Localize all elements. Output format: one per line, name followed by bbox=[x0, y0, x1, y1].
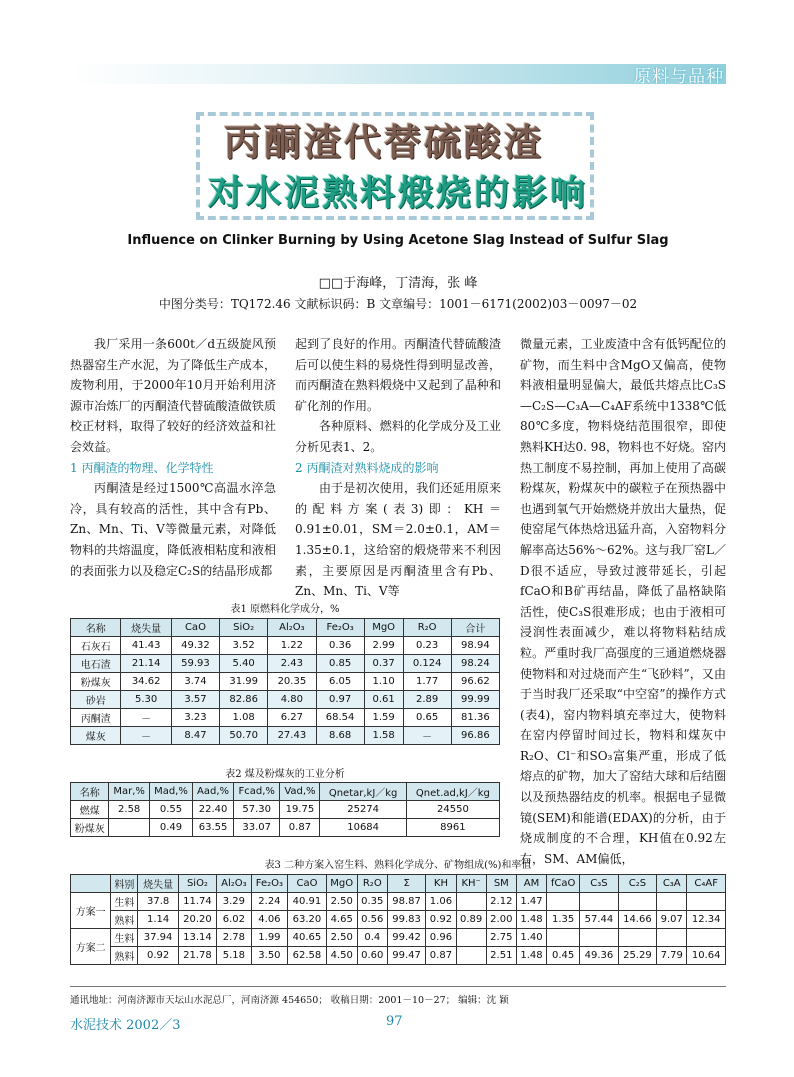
footer-divider bbox=[70, 986, 726, 987]
table-cell: 8.47 bbox=[171, 727, 219, 745]
table-cell: 熟料 bbox=[111, 911, 138, 929]
table-header: 名称 bbox=[71, 619, 121, 637]
table-row bbox=[71, 655, 500, 673]
table-cell: 0.36 bbox=[316, 637, 364, 655]
table-cell: 3.50 bbox=[251, 947, 288, 965]
table-cell: 2.58 bbox=[109, 801, 149, 819]
table-cell: 12.34 bbox=[687, 911, 726, 929]
paragraph: 由于是初次使用，我们还延用原来的配料方案(表3)即：KH＝0.91±0.01，SM＝2.0±0.1，AM＝1.35±0.1，这给窑的煅烧带来不利因素，主要原因是丙酮渣里含有Pb、Zn、Mn、Ti、V等 bbox=[295, 481, 501, 599]
table-cell: 62.58 bbox=[288, 947, 326, 965]
table-cell: 2.89 bbox=[403, 691, 451, 709]
classification-line: 中图分类号：TQ172.46 文献标识码：B 文章编号：1001－6171(2002)03－0097－02 bbox=[158, 297, 638, 311]
column-1 bbox=[70, 334, 276, 581]
table-cell: 9.07 bbox=[657, 911, 687, 929]
table-header: Fe₂O₃ bbox=[316, 619, 364, 637]
table-cell: 25.29 bbox=[618, 947, 656, 965]
section-heading-2: 2 丙酮渣对熟料烧成的影响 bbox=[295, 460, 439, 475]
table3-caption: 表3 二种方案入窑生料、熟料化学成分、矿物组成(%)和率值 bbox=[264, 860, 532, 871]
table-cell: 20.35 bbox=[268, 673, 316, 691]
table-row bbox=[71, 929, 726, 947]
table-cell: 5.30 bbox=[121, 691, 171, 709]
table-cell: 丙酮渣 bbox=[71, 709, 121, 727]
table-header: KH⁻ bbox=[456, 875, 486, 893]
table-header-row bbox=[71, 619, 500, 637]
table-cell: 37.8 bbox=[138, 893, 178, 911]
table-cell: 4.06 bbox=[251, 911, 288, 929]
paragraph: 起到了良好的作用。丙酮渣代替硫酸渣后可以使生料的易烧性得到明显改善，而丙酮渣在熟料煅烧中又起到了晶种和矿化剂的作用。 bbox=[295, 337, 501, 413]
table-header: Fcad,% bbox=[234, 783, 280, 801]
table-header: 烧失量 bbox=[138, 875, 178, 893]
table-header: SiO₂ bbox=[178, 875, 216, 893]
table-cell: 2.51 bbox=[486, 947, 516, 965]
table2-caption: 表2 煤及粉煤灰的工业分析 bbox=[225, 769, 345, 780]
table-cell: 5.40 bbox=[220, 655, 268, 673]
table-cell: 63.20 bbox=[288, 911, 326, 929]
table-cell bbox=[456, 929, 486, 947]
table-cell: 粉煤灰 bbox=[71, 673, 121, 691]
table-cell: 2.50 bbox=[326, 893, 357, 911]
table-cell: 2.75 bbox=[486, 929, 516, 947]
table-cell: 0.96 bbox=[426, 929, 456, 947]
table-cell: － bbox=[121, 709, 171, 727]
table-cell: 1.22 bbox=[268, 637, 316, 655]
table-cell: 6.27 bbox=[268, 709, 316, 727]
table-cell: 13.14 bbox=[178, 929, 216, 947]
paragraph: 微量元素，工业废渣中含有低钙配位的矿物，而生料中含MgO又偏高，使物料液相量明显偏大，最低共熔点比C₃S—C₂S—C₃A—C₄AF系统中1338℃低80℃多度，物料烧结范围很窄，即使熟料KH达0. 98，物料也不好烧。窑内热工制度不易控制，再加上使用了高碳粉煤灰，粉煤灰中的碳粒子在预热器中也遇到氧气开始燃烧并放出大量热，促使窑尾气体热焓迅猛升高，入窑物料分解率高达56%～62%。这与我厂窑L／D很不适应，导致过渡带延长，引起fCaO和B矿再结晶，降低了晶格缺陷活性，使C₃S很难形成；也由于液相可浸润性表面减少，难以将物料粘结成粒。严重时我厂高强度的三通道燃烧器使物料和对过烧而产生“飞砂料”，又由于当时我厂还采取“中空窑”的操作方式(表4)，窑内物料填充率过大，使物料在窑内停留时间过长，物料和煤灰中R₂O、Cl⁻和SO₃富集严重，形成了低熔点的矿物，加大了窑结大球和后结圈以及预热器结皮的机率。根据电子显微镜(SEM)和能谱(EDAX)的分析，由于烧成制度的不合理，KH值在0.92左右，SM、AM偏低， bbox=[520, 337, 726, 866]
table1-caption: 表1 原燃料化学成分，% bbox=[230, 604, 340, 615]
table-cell: 10684 bbox=[320, 819, 406, 837]
table-cell: 24550 bbox=[406, 801, 499, 819]
journal-name: 水泥技术 2002／3 bbox=[70, 1018, 181, 1033]
table-row bbox=[71, 637, 500, 655]
table-cell: 4.80 bbox=[268, 691, 316, 709]
table-3 bbox=[70, 874, 726, 965]
table-cell bbox=[547, 893, 580, 911]
table-row bbox=[71, 727, 500, 745]
table-cell: 25274 bbox=[320, 801, 406, 819]
table-cell: 19.75 bbox=[280, 801, 320, 819]
table-cell: 0.45 bbox=[547, 947, 580, 965]
table-cell bbox=[657, 929, 687, 947]
table-cell: 0.49 bbox=[149, 819, 192, 837]
footer-note: 通讯地址：河南济源市天坛山水泥总厂，河南济源 454650； 收稿日期：2001－10－27； 编辑：沈 颖 bbox=[70, 995, 509, 1006]
table-header: Σ bbox=[387, 875, 425, 893]
table-cell: 3.23 bbox=[171, 709, 219, 727]
table-cell: 0.85 bbox=[316, 655, 364, 673]
table-cell: 8.68 bbox=[316, 727, 364, 745]
table-header-row bbox=[71, 783, 500, 801]
table-row bbox=[71, 673, 500, 691]
table-row bbox=[71, 709, 500, 727]
table-cell bbox=[456, 893, 486, 911]
table-cell: 82.86 bbox=[220, 691, 268, 709]
table-cell: 1.58 bbox=[364, 727, 403, 745]
table-cell: 49.36 bbox=[580, 947, 618, 965]
table-cell: 石灰石 bbox=[71, 637, 121, 655]
table-cell bbox=[109, 819, 149, 837]
table-cell bbox=[657, 893, 687, 911]
table-row bbox=[71, 911, 726, 929]
table-cell: 1.99 bbox=[251, 929, 288, 947]
table-cell: 98.94 bbox=[451, 637, 499, 655]
table-cell: 63.55 bbox=[193, 819, 234, 837]
table-cell: 2.78 bbox=[217, 929, 251, 947]
table-cell: 21.78 bbox=[178, 947, 216, 965]
table-cell: 生料 bbox=[111, 893, 138, 911]
table-header: Aad,% bbox=[193, 783, 234, 801]
table-cell: 0.4 bbox=[357, 929, 387, 947]
table-cell: 0.56 bbox=[357, 911, 387, 929]
table-cell: 2.24 bbox=[251, 893, 288, 911]
table-cell: 0.87 bbox=[426, 947, 456, 965]
table-cell: 0.60 bbox=[357, 947, 387, 965]
table-cell: 99.47 bbox=[387, 947, 425, 965]
table-cell: 31.99 bbox=[220, 673, 268, 691]
table-cell bbox=[618, 929, 656, 947]
table-cell: 40.65 bbox=[288, 929, 326, 947]
table-header: C₃S bbox=[580, 875, 618, 893]
table-row bbox=[71, 893, 726, 911]
table-header: Vad,% bbox=[280, 783, 320, 801]
table-row bbox=[71, 691, 500, 709]
table-header: R₂O bbox=[357, 875, 387, 893]
table-cell: 0.89 bbox=[456, 911, 486, 929]
table-header: SM bbox=[486, 875, 516, 893]
table-cell: 0.55 bbox=[149, 801, 192, 819]
table-cell: 96.86 bbox=[451, 727, 499, 745]
table-header: MgO bbox=[364, 619, 403, 637]
table-cell: 1.47 bbox=[516, 893, 546, 911]
table-header: Qnetar,kJ／kg bbox=[320, 783, 406, 801]
table-cell: 4.65 bbox=[326, 911, 357, 929]
column-3 bbox=[520, 334, 726, 869]
table-cell: 20.20 bbox=[178, 911, 216, 929]
table-cell: 98.24 bbox=[451, 655, 499, 673]
table-cell: 11.74 bbox=[178, 893, 216, 911]
table-cell: 0.92 bbox=[138, 947, 178, 965]
table-cell: 14.66 bbox=[618, 911, 656, 929]
table-cell: 1.14 bbox=[138, 911, 178, 929]
table-cell: 0.124 bbox=[403, 655, 451, 673]
table-cell: 2.12 bbox=[486, 893, 516, 911]
section-band bbox=[70, 64, 726, 84]
paragraph: 我厂采用一条600t／d五级旋风预热器窑生产水泥，为了降低生产成本，废物利用，于2000年10月开始利用济源市冶炼厂的丙酮渣代替硫酸渣做铁质校正材料，取得了较好的经济效益和社会效益。 bbox=[70, 337, 276, 454]
table-cell: 0.23 bbox=[403, 637, 451, 655]
title-line-1: 丙酮渣代替硫酸渣 bbox=[224, 121, 544, 164]
table-cell: 33.07 bbox=[234, 819, 280, 837]
table-cell: 99.42 bbox=[387, 929, 425, 947]
title-line-2: 对水泥熟料煅烧的影响 bbox=[207, 174, 588, 214]
table-header bbox=[71, 875, 111, 893]
table-cell: 7.79 bbox=[657, 947, 687, 965]
table-header: CaO bbox=[171, 619, 219, 637]
table-cell: 燃煤 bbox=[71, 801, 109, 819]
table-cell: 5.18 bbox=[217, 947, 251, 965]
table-header: Qnet.ad,kJ／kg bbox=[406, 783, 499, 801]
table-cell: 50.70 bbox=[220, 727, 268, 745]
table-cell: 10.64 bbox=[687, 947, 726, 965]
column-2 bbox=[295, 334, 501, 602]
table-header: Mar,% bbox=[109, 783, 149, 801]
table-cell: 6.05 bbox=[316, 673, 364, 691]
table-cell: 3.57 bbox=[171, 691, 219, 709]
table-cell: 34.62 bbox=[121, 673, 171, 691]
table-header: SiO₂ bbox=[220, 619, 268, 637]
table-cell: 电石渣 bbox=[71, 655, 121, 673]
table-row bbox=[71, 947, 726, 965]
table-header: Al₂O₃ bbox=[217, 875, 251, 893]
table-header: Mad,% bbox=[149, 783, 192, 801]
table-cell: 4.50 bbox=[326, 947, 357, 965]
table-cell: 0.61 bbox=[364, 691, 403, 709]
table-cell: 3.74 bbox=[171, 673, 219, 691]
english-title: Influence on Clinker Burning by Using Acetone Slag Instead of Sulfur Slag bbox=[127, 233, 669, 248]
table-cell bbox=[547, 929, 580, 947]
table-cell: 41.43 bbox=[121, 637, 171, 655]
table-cell: 81.36 bbox=[451, 709, 499, 727]
table-cell: 1.08 bbox=[220, 709, 268, 727]
table-cell: 砂岩 bbox=[71, 691, 121, 709]
table-cell: 1.40 bbox=[516, 929, 546, 947]
table-cell: 3.29 bbox=[217, 893, 251, 911]
table-cell: 1.10 bbox=[364, 673, 403, 691]
table-header: Al₂O₃ bbox=[268, 619, 316, 637]
table-header: 烧失量 bbox=[121, 619, 171, 637]
table-header: AM bbox=[516, 875, 546, 893]
table-cell: 37.94 bbox=[138, 929, 178, 947]
table-cell: 0.87 bbox=[280, 819, 320, 837]
table-row bbox=[71, 819, 500, 837]
table-header: 名称 bbox=[71, 783, 109, 801]
table-row bbox=[71, 801, 500, 819]
table-cell: 2.50 bbox=[326, 929, 357, 947]
table-cell: 98.87 bbox=[387, 893, 425, 911]
table-header: C₄AF bbox=[687, 875, 726, 893]
table-cell: 40.91 bbox=[288, 893, 326, 911]
table-cell: 0.65 bbox=[403, 709, 451, 727]
table-cell: 57.30 bbox=[234, 801, 280, 819]
table-cell: 3.52 bbox=[220, 637, 268, 655]
paragraph: 丙酮渣是经过1500℃高温水淬急冷，具有较高的活性，其中含有Pb、Zn、Mn、Ti、V等微量元素，对降低物料的共熔温度，降低液相粘度和液相的表面张力以及稳定C₂S的结晶形成都 bbox=[70, 481, 276, 578]
table-header: CaO bbox=[288, 875, 326, 893]
table-cell: 粉煤灰 bbox=[71, 819, 109, 837]
group-label: 方案二 bbox=[71, 929, 111, 965]
table-cell: 1.48 bbox=[516, 947, 546, 965]
table-cell: 0.92 bbox=[426, 911, 456, 929]
table-header: C₂S bbox=[618, 875, 656, 893]
table-header: 合计 bbox=[451, 619, 499, 637]
group-label: 方案一 bbox=[71, 893, 111, 929]
table-cell: 2.99 bbox=[364, 637, 403, 655]
table-cell: 21.14 bbox=[121, 655, 171, 673]
table-cell bbox=[580, 893, 618, 911]
table-cell: － bbox=[121, 727, 171, 745]
table-header: MgO bbox=[326, 875, 357, 893]
section-title: 原料与品种 bbox=[634, 67, 724, 87]
table-header: Fe₂O₃ bbox=[251, 875, 288, 893]
table-cell: 2.00 bbox=[486, 911, 516, 929]
table-header: R₂O bbox=[403, 619, 451, 637]
authors: □□于海峰，丁清海，张 峰 bbox=[318, 276, 478, 291]
table-cell: － bbox=[403, 727, 451, 745]
table-cell: 96.62 bbox=[451, 673, 499, 691]
table-cell: 生料 bbox=[111, 929, 138, 947]
table-cell: 0.37 bbox=[364, 655, 403, 673]
table-cell: 1.35 bbox=[547, 911, 580, 929]
table-cell bbox=[687, 893, 726, 911]
table-header: KH bbox=[426, 875, 456, 893]
table-cell bbox=[456, 947, 486, 965]
table-2 bbox=[70, 782, 500, 837]
table-cell: 68.54 bbox=[316, 709, 364, 727]
table-cell: 99.83 bbox=[387, 911, 425, 929]
table-cell: 0.97 bbox=[316, 691, 364, 709]
table-cell: 6.02 bbox=[217, 911, 251, 929]
table-cell bbox=[618, 893, 656, 911]
table-cell: 22.40 bbox=[193, 801, 234, 819]
table-cell: 煤灰 bbox=[71, 727, 121, 745]
table-header: 料别 bbox=[111, 875, 138, 893]
table-cell: 1.77 bbox=[403, 673, 451, 691]
table-cell: 熟料 bbox=[111, 947, 138, 965]
table-cell: 59.93 bbox=[171, 655, 219, 673]
table-1 bbox=[70, 618, 500, 745]
table-cell: 1.06 bbox=[426, 893, 456, 911]
table-cell: 49.32 bbox=[171, 637, 219, 655]
table-cell bbox=[580, 929, 618, 947]
table-cell: 99.99 bbox=[451, 691, 499, 709]
section-heading-1: 1 丙酮渣的物理、化学特性 bbox=[70, 460, 214, 475]
table-header: C₃A bbox=[657, 875, 687, 893]
table-cell: 2.43 bbox=[268, 655, 316, 673]
table-header-row bbox=[71, 875, 726, 893]
paragraph: 各种原料、燃料的化学成分及工业分析见表1、2。 bbox=[295, 419, 501, 454]
table-cell: 1.59 bbox=[364, 709, 403, 727]
table-cell: 8961 bbox=[406, 819, 499, 837]
table-cell: 57.44 bbox=[580, 911, 618, 929]
table-cell bbox=[687, 929, 726, 947]
table-cell: 0.35 bbox=[357, 893, 387, 911]
table-cell: 27.43 bbox=[268, 727, 316, 745]
table-header: fCaO bbox=[547, 875, 580, 893]
table-cell: 1.48 bbox=[516, 911, 546, 929]
page-number: 97 bbox=[386, 1014, 403, 1029]
